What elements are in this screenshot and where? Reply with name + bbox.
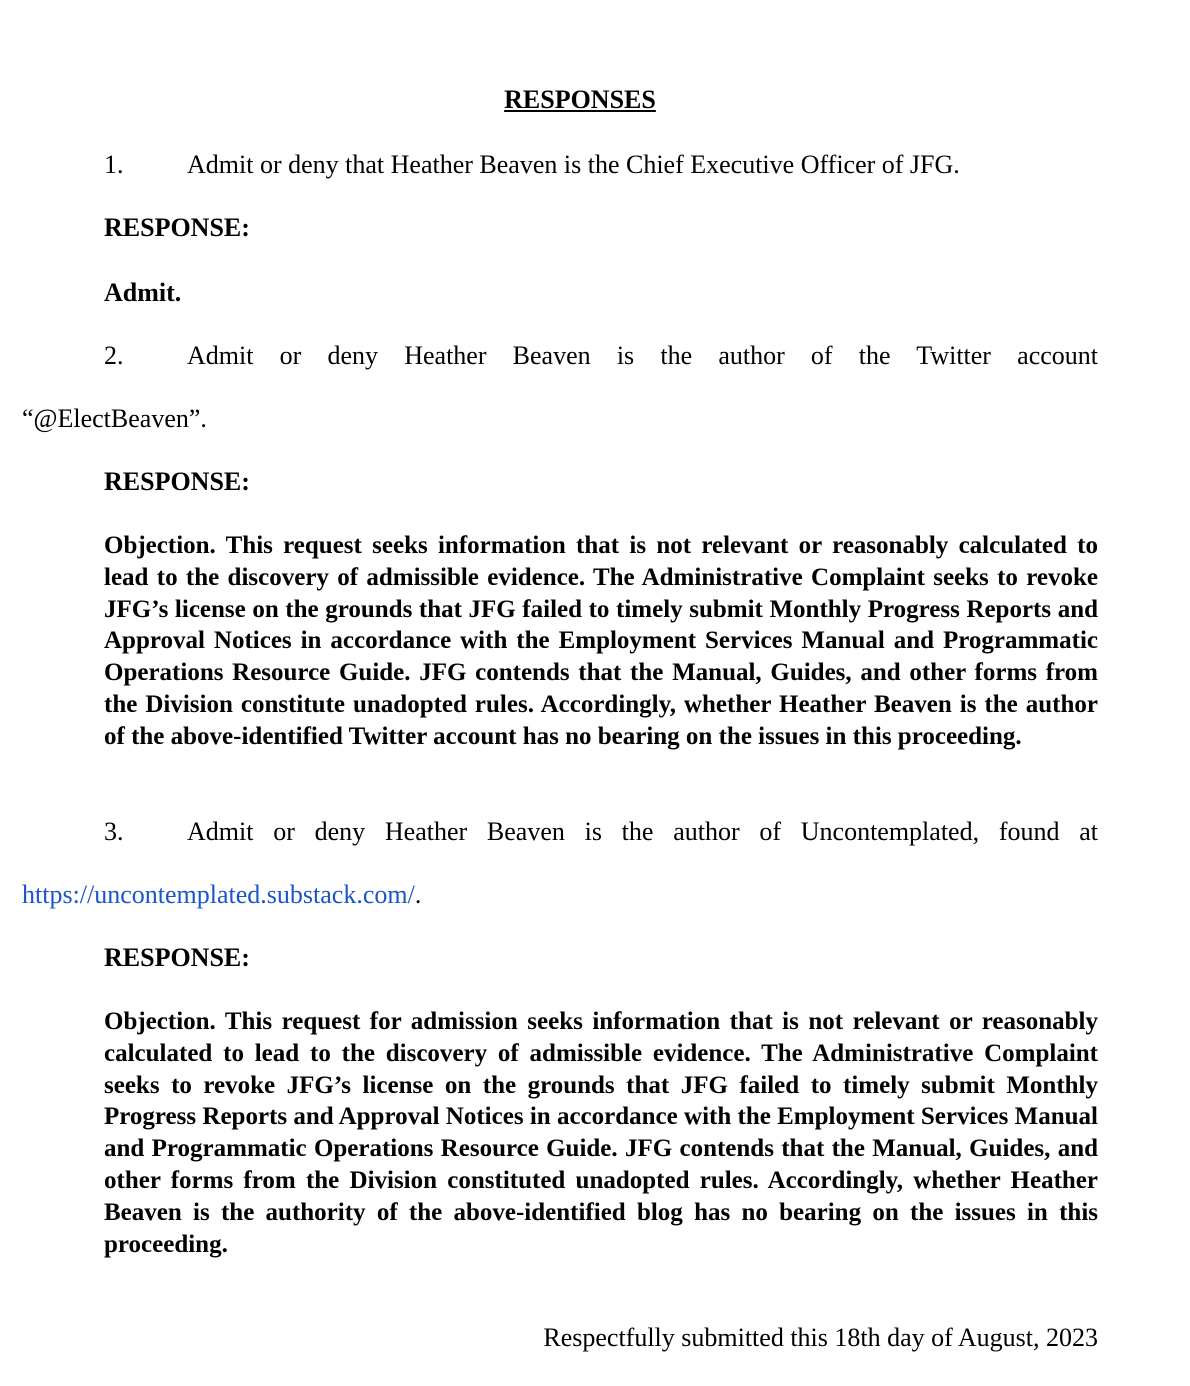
link-suffix: . <box>414 880 422 909</box>
page-title: RESPONSES <box>504 85 656 114</box>
response-text-3: Objection. This request for admission seeks information that is not relevant or reasonably calculated to lead to the discovery of admissible evidence. The Administrative Complaint seeks to revoke JFG’s license on the grounds that JFG failed to timely submit Monthly Progress Reports and Approval Notices in accordance with the Employment Services Manual and Programmatic Operations Resource Guide. JFG contends that the Manual, Guides, and other forms from the Division constituted unadopted rules. Accordingly, whether Heather Beaven is the authority of the above-identified blog has no bearing on the issues in this proceeding. <box>104 1008 1098 1258</box>
request-text-2: Admit or deny Heather Beaven is the author of the Twitter account <box>187 341 1098 370</box>
request-text-1: Admit or deny that Heather Beaven is the Chief Executive Officer of JFG. <box>187 150 960 179</box>
request-number-3: 3. <box>104 817 124 846</box>
response-text-1: Admit. <box>104 278 182 307</box>
request-link-line-3 <box>22 879 421 911</box>
request-number-2: 2. <box>104 341 124 370</box>
request-number-1: 1. <box>104 150 124 179</box>
request-text-3: Admit or deny Heather Beaven is the author of Uncontemplated, found at <box>187 817 1098 846</box>
response-label-3: RESPONSE: <box>104 943 250 972</box>
response-text-2: Objection. This request seeks information that is not relevant or reasonably calculated to lead to the discovery of admissible evidence. The Administrative Complaint seeks to revoke JFG’s license on the grounds that JFG failed to timely submit Monthly Progress Reports and Approval Notices in accordance with the Employment Services Manual and Programmatic Operations Resource Guide. JFG contends that the Manual, Guides, and other forms from the Division constitute unadopted rules. Accordingly, whether Heather Beaven is the author of the above-identified Twitter account has no bearing on the issues in this proceeding. <box>104 532 1098 750</box>
substack-link[interactable]: https://uncontemplated.substack.com/ <box>22 880 415 909</box>
response-label-2: RESPONSE: <box>104 467 250 496</box>
request-text-2-continued: “@ElectBeaven”. <box>22 404 207 433</box>
closing-statement: Respectfully submitted this 18th day of August, 2023 <box>543 1323 1098 1352</box>
response-label-1: RESPONSE: <box>104 213 250 242</box>
